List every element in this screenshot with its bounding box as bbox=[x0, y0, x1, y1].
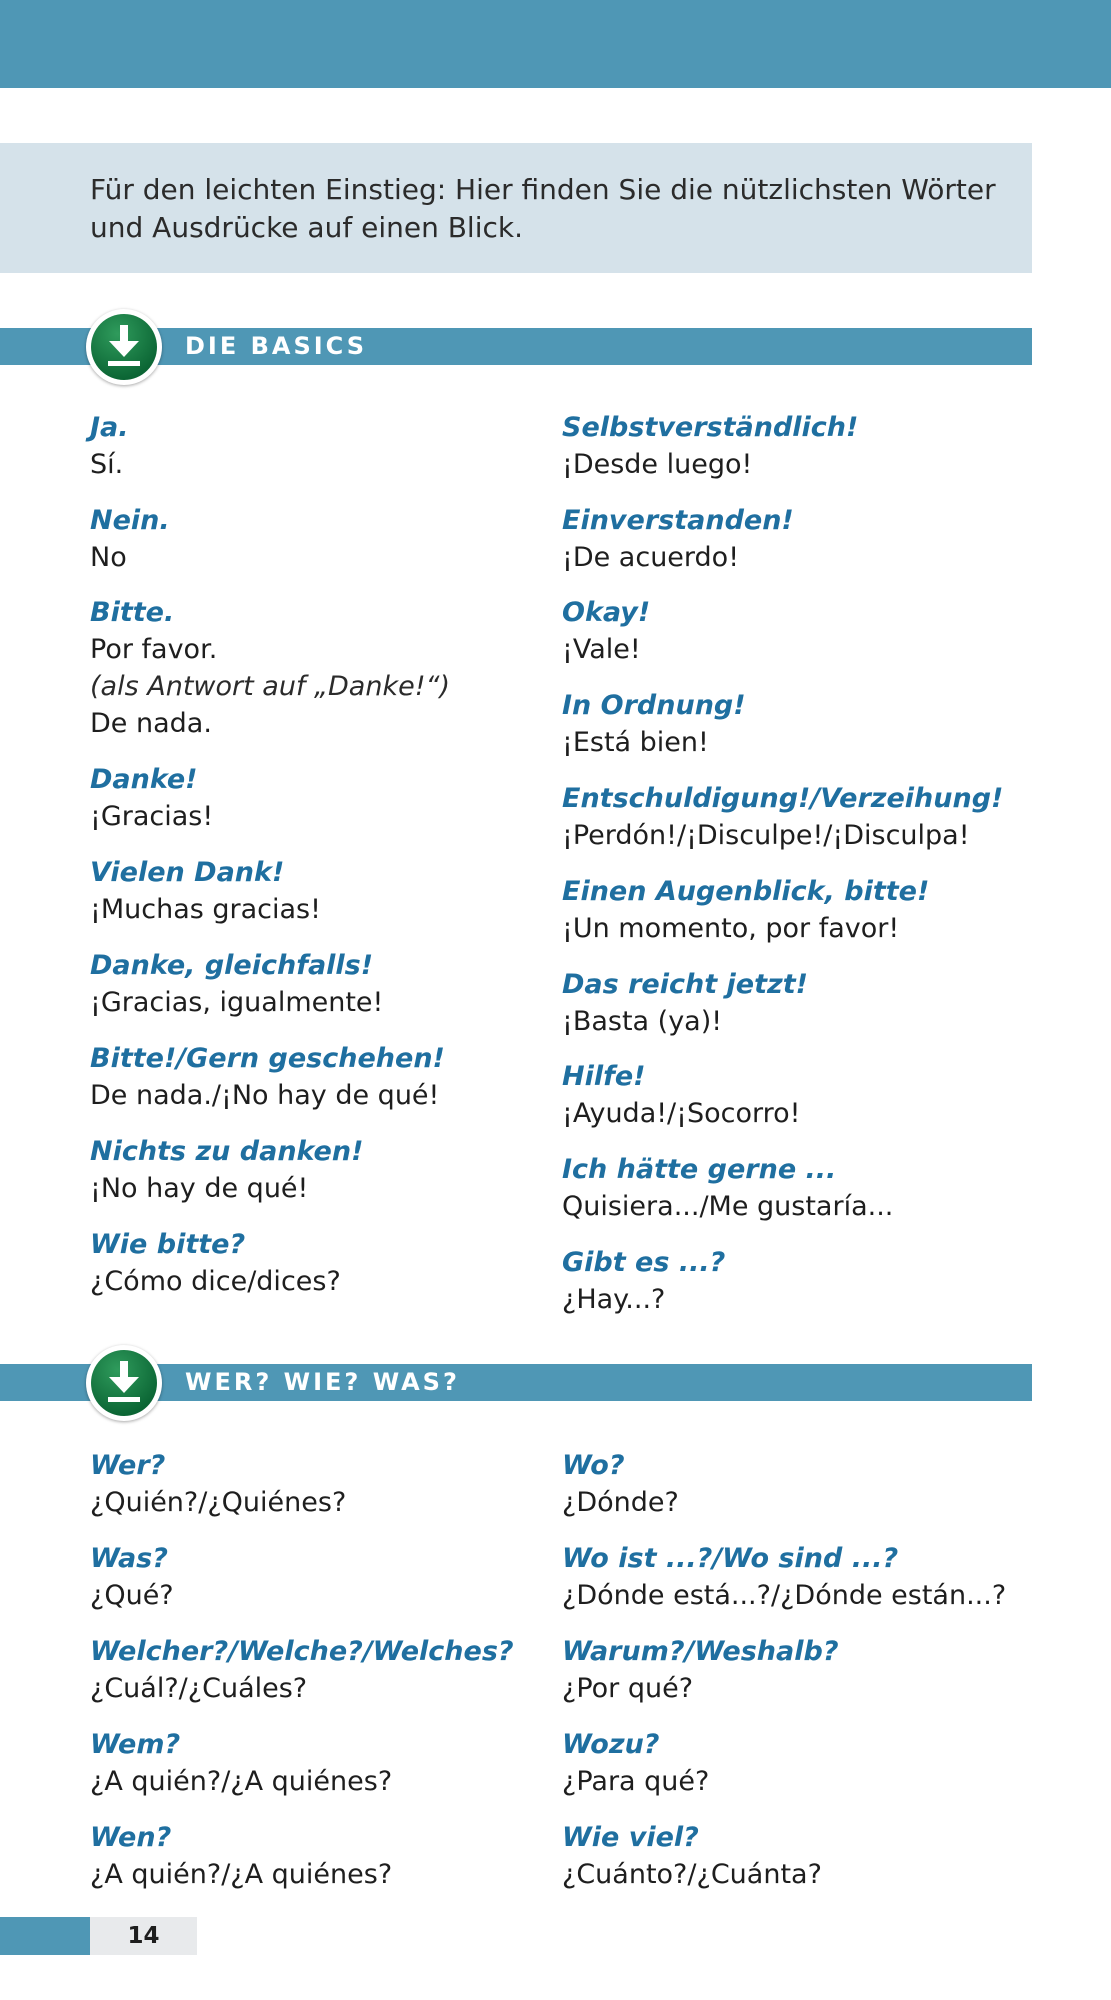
section-title: WER? WIE? WAS? bbox=[185, 1368, 460, 1396]
german-phrase: Entschuldigung!/Verzeihung! bbox=[562, 783, 1004, 814]
download-arrow-icon bbox=[86, 309, 162, 385]
phrase-entry bbox=[562, 1819, 1032, 1893]
german-phrase: Wem? bbox=[90, 1729, 181, 1760]
phrase-entry bbox=[90, 1633, 560, 1707]
german-phrase: Wo? bbox=[562, 1450, 625, 1481]
german-phrase: Wer? bbox=[90, 1450, 166, 1481]
spanish-translation: ¿Por qué? bbox=[562, 1673, 694, 1704]
spanish-translation: ¡Está bien! bbox=[562, 727, 709, 758]
german-phrase: Selbstverständlich! bbox=[562, 412, 859, 443]
german-phrase: In Ordnung! bbox=[562, 690, 746, 721]
phrase-entry bbox=[562, 1151, 1032, 1225]
spanish-translation: ¡Ayuda!/¡Socorro! bbox=[562, 1098, 801, 1129]
top-band bbox=[0, 0, 1111, 88]
spanish-translation: ¿A quién?/¿A quiénes? bbox=[90, 1859, 393, 1890]
german-phrase: Was? bbox=[90, 1543, 168, 1574]
phrase-entry bbox=[562, 873, 1032, 947]
spanish-translation: Quisiera.../Me gustaría... bbox=[562, 1191, 894, 1222]
german-phrase: Danke! bbox=[90, 764, 198, 795]
intro-text: Für den leichten Einstieg: Hier finden Sie die nützlichsten Wörter und Ausdrücke auf einen Blick. bbox=[90, 173, 996, 244]
usage-note: (als Antwort auf „Danke!“) bbox=[90, 671, 451, 702]
footer-bar bbox=[0, 1917, 90, 1955]
spanish-translation: ¿Quién?/¿Quiénes? bbox=[90, 1487, 347, 1518]
phrase-entry bbox=[90, 1133, 560, 1207]
spanish-translation: ¡Vale! bbox=[562, 634, 641, 665]
german-phrase: Das reicht jetzt! bbox=[562, 969, 808, 1000]
section-header-questions bbox=[0, 1364, 1032, 1401]
spanish-translation: De nada./¡No hay de qué! bbox=[90, 1080, 440, 1111]
phrase-entry bbox=[90, 502, 560, 576]
german-phrase: Ja. bbox=[90, 412, 129, 443]
spanish-translation: ¿Dónde está...?/¿Dónde están...? bbox=[562, 1580, 1007, 1611]
german-phrase: Bitte!/Gern geschehen! bbox=[90, 1043, 445, 1074]
phrase-entry bbox=[562, 409, 1032, 483]
spanish-translation: ¡Gracias! bbox=[90, 801, 214, 832]
spanish-translation: No bbox=[90, 542, 127, 573]
german-phrase: Wie viel? bbox=[562, 1822, 699, 1853]
phrase-entry bbox=[562, 1058, 1032, 1132]
spanish-translation: ¡Muchas gracias! bbox=[90, 894, 321, 925]
phrase-entry bbox=[90, 1726, 560, 1800]
german-phrase: Bitte. bbox=[90, 597, 175, 628]
spanish-translation: ¿Cuánto?/¿Cuánta? bbox=[562, 1859, 822, 1890]
spanish-translation: ¿Cuál?/¿Cuáles? bbox=[90, 1673, 308, 1704]
phrase-entry bbox=[562, 966, 1032, 1040]
german-phrase: Warum?/Weshalb? bbox=[562, 1636, 839, 1667]
spanish-translation: ¿Para qué? bbox=[562, 1766, 710, 1797]
phrase-entry bbox=[90, 761, 560, 835]
spanish-translation: Sí. bbox=[90, 449, 124, 480]
german-phrase: Welcher?/Welche?/Welches? bbox=[90, 1636, 514, 1667]
german-phrase: Okay! bbox=[562, 597, 651, 628]
spanish-translation: De nada. bbox=[90, 708, 212, 739]
phrase-entry bbox=[90, 1447, 560, 1521]
german-phrase: Wen? bbox=[90, 1822, 172, 1853]
spanish-translation: ¡Perdón!/¡Disculpe!/¡Disculpa! bbox=[562, 820, 970, 851]
phrase-entry bbox=[90, 1819, 560, 1893]
german-phrase: Wo ist ...?/Wo sind ...? bbox=[562, 1543, 899, 1574]
spanish-translation: ¡Un momento, por favor! bbox=[562, 913, 900, 944]
german-phrase: Wie bitte? bbox=[90, 1229, 246, 1260]
german-phrase: Einen Augenblick, bitte! bbox=[562, 876, 930, 907]
phrase-entry bbox=[562, 1726, 1032, 1800]
phrase-entry bbox=[562, 502, 1032, 576]
phrase-entry bbox=[90, 1540, 560, 1614]
german-phrase: Gibt es ...? bbox=[562, 1247, 726, 1278]
phrase-entry bbox=[90, 594, 560, 742]
spanish-translation: ¿Hay...? bbox=[562, 1284, 666, 1315]
german-phrase: Ich hätte gerne ... bbox=[562, 1154, 837, 1185]
phrase-entry bbox=[90, 1040, 560, 1114]
phrase-entry bbox=[90, 1226, 560, 1300]
german-phrase: Einverstanden! bbox=[562, 505, 794, 536]
spanish-translation: ¿Qué? bbox=[90, 1580, 174, 1611]
phrase-entry bbox=[562, 1633, 1032, 1707]
german-phrase: Wozu? bbox=[562, 1729, 660, 1760]
spanish-translation: ¡No hay de qué! bbox=[90, 1173, 309, 1204]
phrase-entry bbox=[562, 687, 1032, 761]
phrase-entry bbox=[90, 854, 560, 928]
german-phrase: Danke, gleichfalls! bbox=[90, 950, 374, 981]
spanish-translation: ¡Gracias, igualmente! bbox=[90, 987, 384, 1018]
phrase-entry bbox=[562, 1447, 1032, 1521]
german-phrase: Nichts zu danken! bbox=[90, 1136, 364, 1167]
german-phrase: Nein. bbox=[90, 505, 170, 536]
phrase-entry bbox=[562, 780, 1032, 854]
spanish-translation: ¡Desde luego! bbox=[562, 449, 753, 480]
phrase-entry bbox=[562, 1540, 1032, 1614]
spanish-translation: ¡De acuerdo! bbox=[562, 542, 740, 573]
phrase-entry bbox=[562, 1244, 1032, 1318]
phrase-entry bbox=[90, 947, 560, 1021]
spanish-translation: ¿Dónde? bbox=[562, 1487, 679, 1518]
download-arrow-icon bbox=[86, 1345, 162, 1421]
section-header-basics bbox=[0, 328, 1032, 365]
section-title: DIE BASICS bbox=[185, 332, 368, 360]
german-phrase: Hilfe! bbox=[562, 1061, 646, 1092]
page-number: 14 bbox=[90, 1917, 197, 1955]
spanish-translation: Por favor. bbox=[90, 634, 218, 665]
intro-box bbox=[0, 143, 1032, 273]
phrase-entry bbox=[90, 409, 560, 483]
phrase-entry bbox=[562, 594, 1032, 668]
spanish-translation: ¡Basta (ya)! bbox=[562, 1006, 723, 1037]
spanish-translation: ¿Cómo dice/dices? bbox=[90, 1266, 341, 1297]
german-phrase: Vielen Dank! bbox=[90, 857, 285, 888]
spanish-translation: ¿A quién?/¿A quiénes? bbox=[90, 1766, 393, 1797]
